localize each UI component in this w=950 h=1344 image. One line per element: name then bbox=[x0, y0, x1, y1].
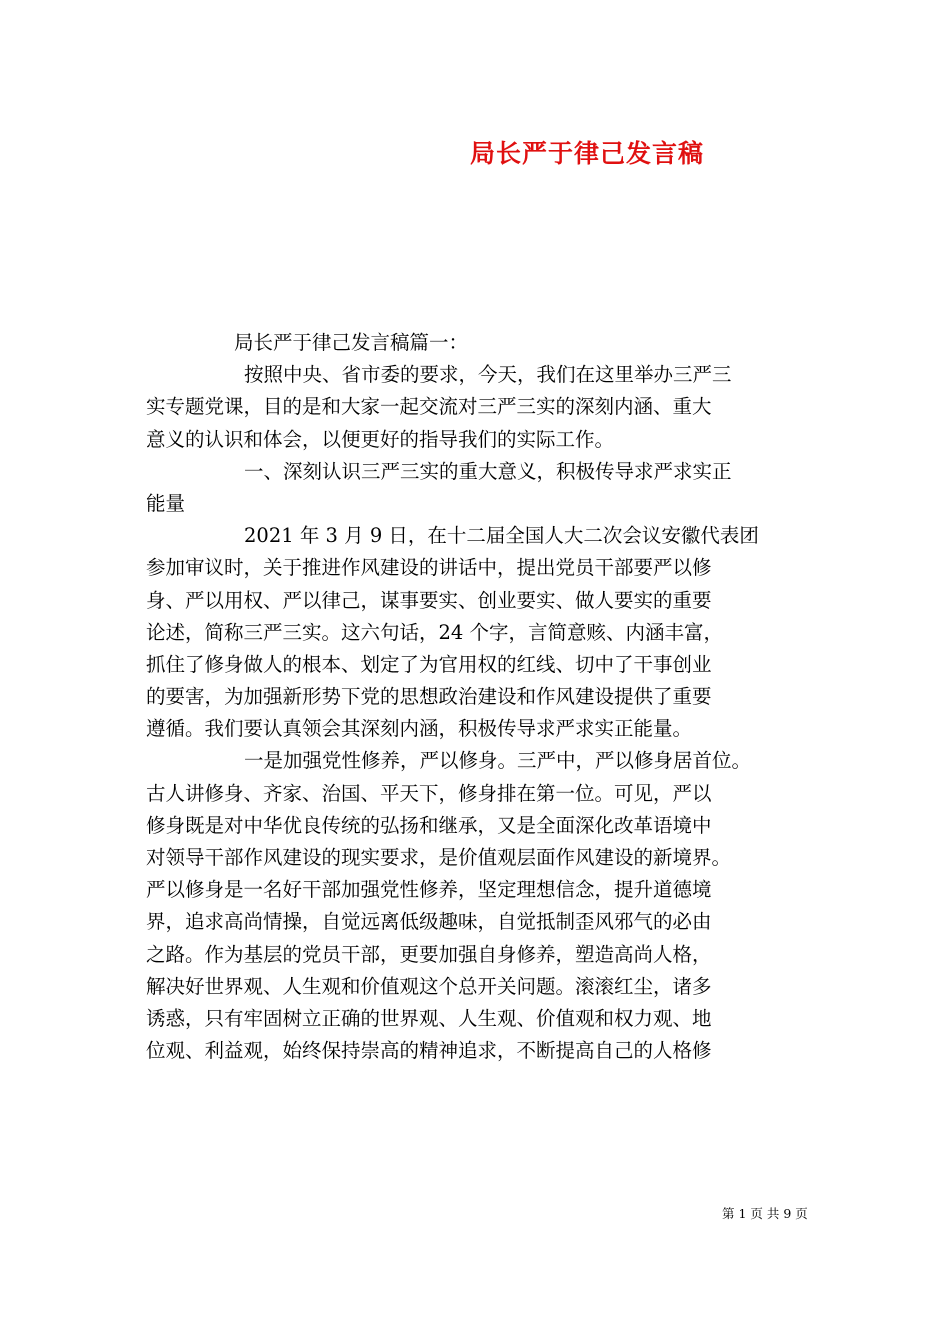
paragraph-line: 身、严以用权、严以律己，谋事要实、创业要实、做人要实的重要 bbox=[146, 588, 712, 612]
document-title: 局长严于律己发言稿 bbox=[470, 139, 705, 168]
paragraph-line: 修身既是对中华优良传统的弘扬和继承，又是全面深化改革语境中 bbox=[146, 813, 712, 837]
paragraph-line: 诱惑，只有牢固树立正确的世界观、人生观、价值观和权力观、地 bbox=[146, 1006, 712, 1030]
paragraph-line: 界，追求高尚情操，自觉远离低级趣味，自觉抵制歪风邪气的必由 bbox=[146, 910, 712, 934]
paragraph-line: 按照中央、省市委的要求，今天，我们在这里举办三严三 bbox=[244, 363, 732, 387]
document-body bbox=[146, 327, 826, 1067]
paragraph-line: 2021 年 3 月 9 日，在十二届全国人大二次会议安徽代表团 bbox=[244, 524, 759, 548]
paragraph-line: 一是加强党性修养，严以修身。三严中，严以修身居首位。 bbox=[244, 749, 752, 773]
paragraph-line: 参加审议时，关于推进作风建设的讲话中，提出党员干部要严以修 bbox=[146, 556, 712, 580]
paragraph-line: 古人讲修身、齐家、治国、平天下，修身排在第一位。可见，严以 bbox=[146, 781, 712, 805]
paragraph-line: 位观、利益观，始终保持崇高的精神追求，不断提高自己的人格修 bbox=[146, 1039, 712, 1063]
paragraph-line: 对领导干部作风建设的现实要求，是价值观层面作风建设的新境界。 bbox=[146, 846, 732, 869]
page-footer: 第 1 页 共 9 页 bbox=[722, 1206, 808, 1221]
paragraph-line: 论述，简称三严三实。这六句话，24 个字，言简意赅、内涵丰富， bbox=[146, 620, 724, 644]
section-heading: 一、深刻认识三严三实的重大意义，积极传导求严求实正 bbox=[244, 459, 732, 483]
paragraph-line: 解决好世界观、人生观和价值观这个总开关问题。滚滚红尘，诸多 bbox=[146, 974, 712, 998]
paragraph-line: 实专题党课，目的是和大家一起交流对三严三实的深刻内涵、重大 bbox=[146, 395, 712, 419]
paragraph-line: 遵循。我们要认真领会其深刻内涵，积极传导求严求实正能量。 bbox=[146, 717, 693, 741]
paragraph-line: 严以修身是一名好干部加强党性修养，坚定理想信念，提升道德境 bbox=[146, 878, 712, 902]
paragraph-line: 之路。作为基层的党员干部，更要加强自身修养，塑造高尚人格， bbox=[146, 942, 712, 966]
paragraph-line: 的要害，为加强新形势下党的思想政治建设和作风建设提供了重要 bbox=[146, 685, 712, 709]
paragraph-line: 意义的认识和体会，以便更好的指导我们的实际工作。 bbox=[146, 427, 615, 451]
paragraph-line: 抓住了修身做人的根本、划定了为官用权的红线、切中了干事创业 bbox=[146, 652, 712, 676]
section-heading: 局长严于律己发言稿篇一： bbox=[234, 331, 469, 354]
paragraph-line: 能量 bbox=[146, 491, 186, 515]
